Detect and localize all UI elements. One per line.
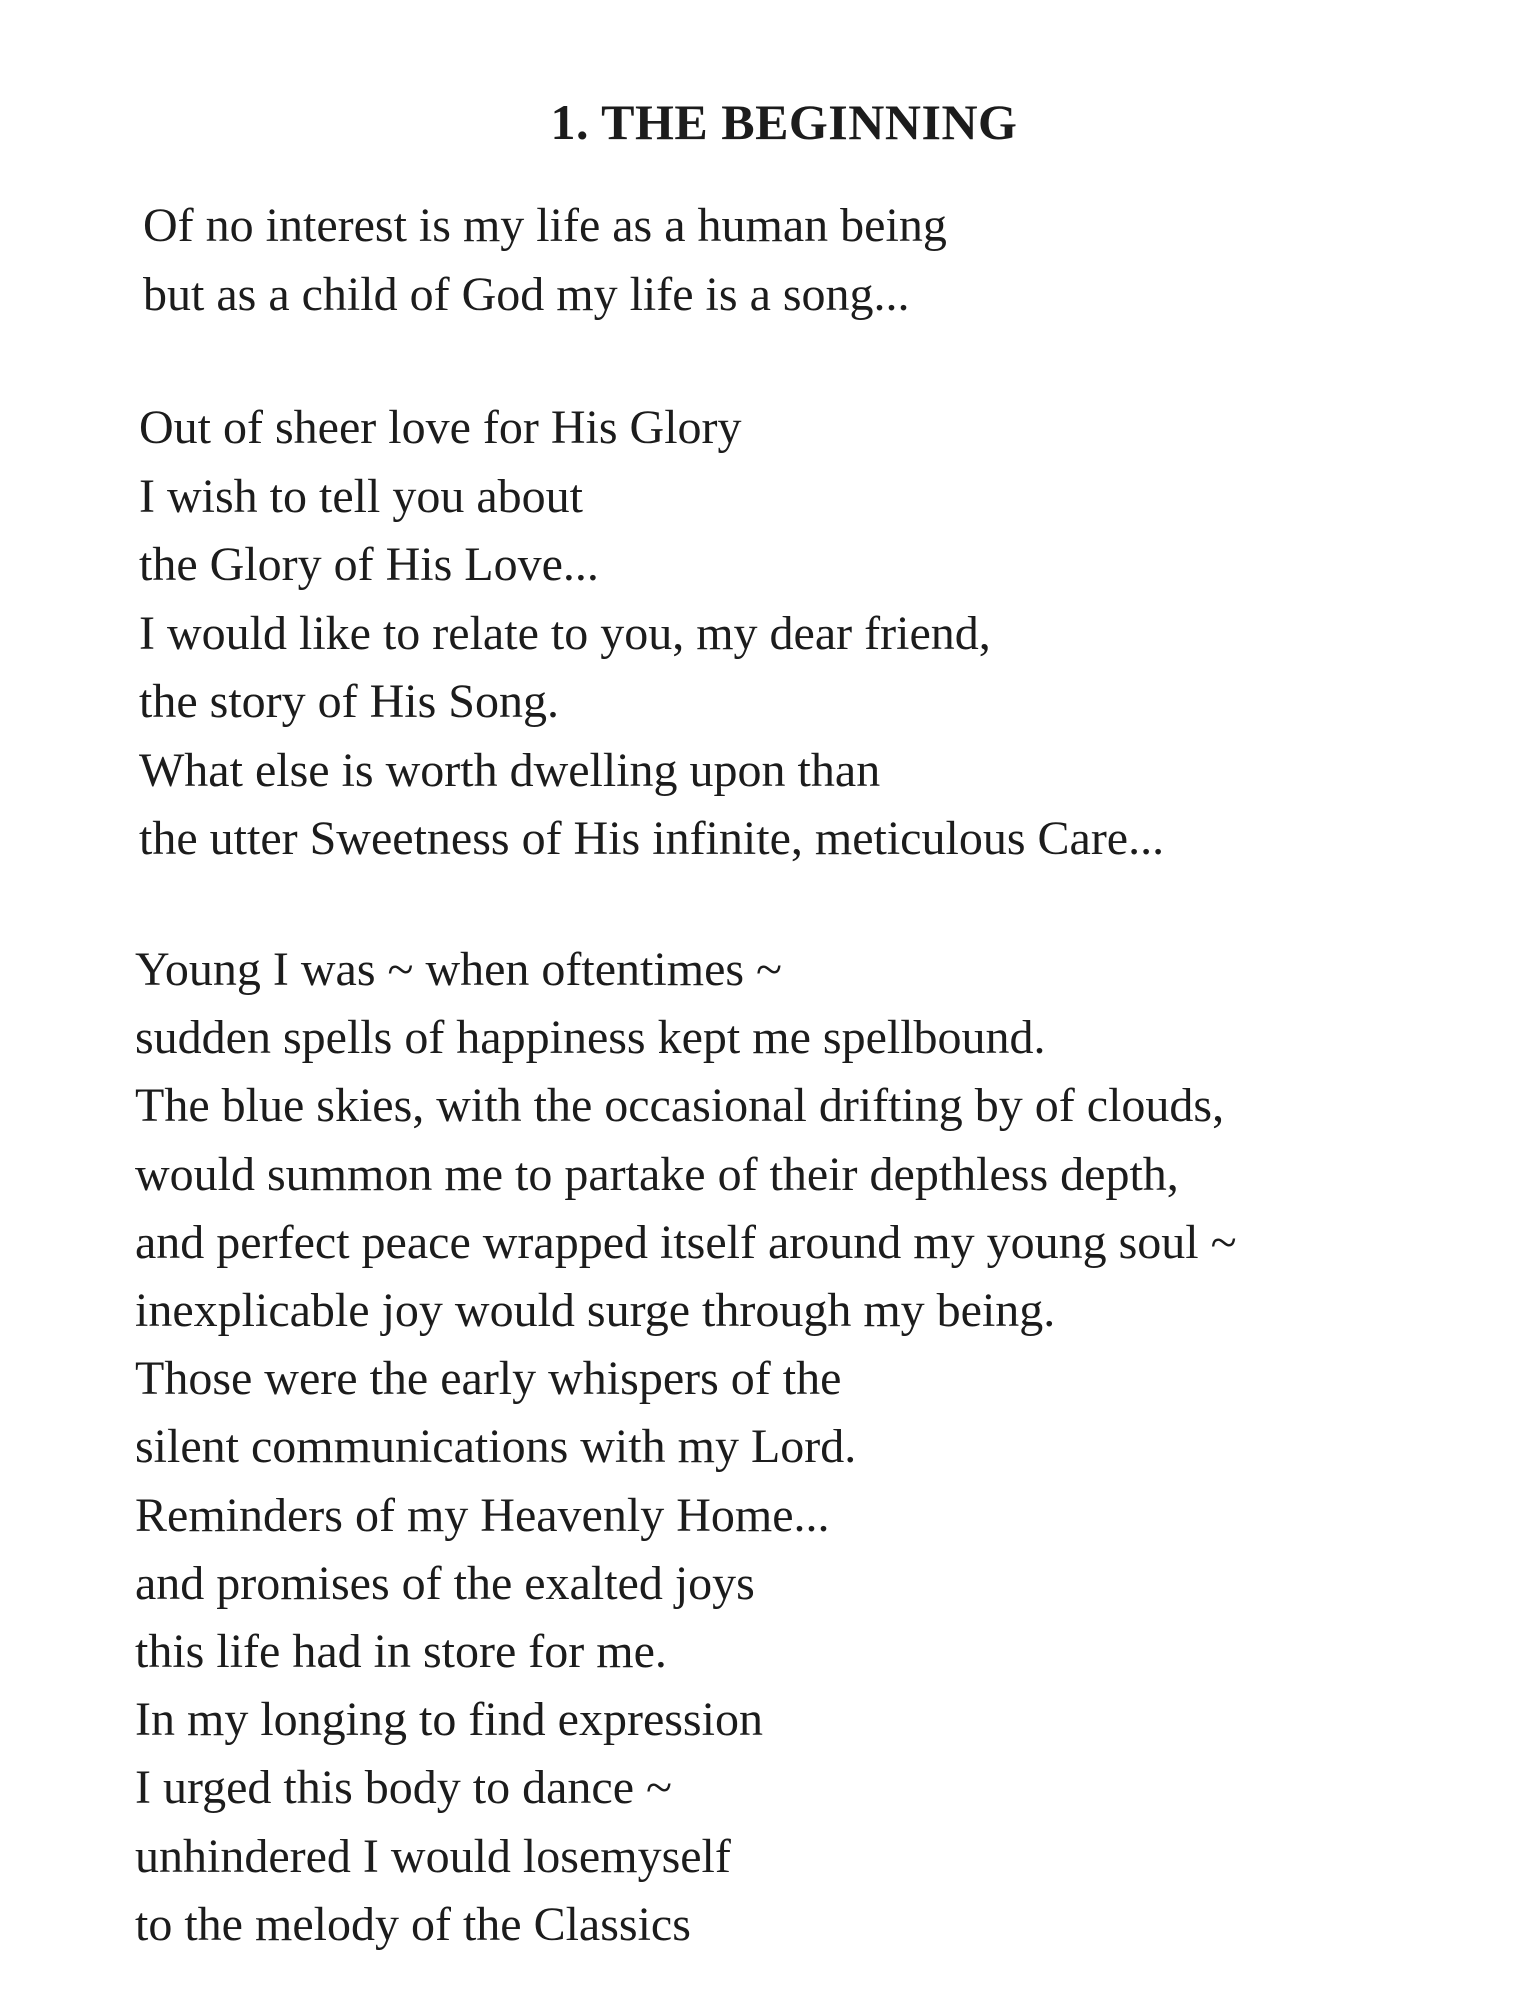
- verse-line: Reminders of my Heavenly Home...: [135, 1488, 830, 1542]
- verse-line: I wish to tell you about: [139, 469, 583, 523]
- verse-line: this life had in store for me.: [135, 1625, 667, 1679]
- verse-line: unhindered I would losemyself: [135, 1829, 731, 1883]
- verse-line: The blue skies, with the occasional drifting by of clouds,: [135, 1079, 1225, 1133]
- verse-line: Young I was ~ when oftentimes ~: [135, 943, 783, 996]
- verse-line: Those were the early whispers of the: [135, 1352, 842, 1406]
- stanza: [139, 394, 1164, 874]
- verse-line: Out of sheer love for His Glory: [139, 401, 742, 454]
- verse-line: I would like to relate to you, my dear friend,: [139, 606, 991, 660]
- verse-line: the story of His Song.: [139, 675, 559, 728]
- verse-line: would summon me to partake of their depthless depth,: [135, 1147, 1179, 1201]
- verse-line: I urged this body to dance ~: [135, 1761, 672, 1815]
- verse-line: In my longing to find expression: [135, 1693, 763, 1747]
- verse-line: the Glory of His Love...: [139, 538, 599, 591]
- verse-line: the utter Sweetness of His infinite, meticulous Care...: [139, 812, 1165, 865]
- verse-line: but as a child of God my life is a song...: [143, 267, 910, 321]
- verse-line: silent communications with my Lord.: [135, 1420, 857, 1474]
- verse-line: inexplicable joy would surge through my being.: [135, 1284, 1056, 1338]
- verse-line: Of no interest is my life as a human being: [143, 199, 947, 252]
- stanza: [143, 192, 947, 329]
- verse-line: and perfect peace wrapped itself around my young soul ~: [135, 1215, 1237, 1269]
- verse-line: What else is worth dwelling upon than: [139, 743, 881, 797]
- stanza: [135, 936, 1237, 1959]
- verse-line: and promises of the exalted joys: [135, 1556, 755, 1610]
- page-title: 1. THE BEGINNING: [550, 93, 1018, 150]
- verse-line: to the melody of the Classics: [135, 1897, 691, 1951]
- verse-line: sudden spells of happiness kept me spellbound.: [135, 1011, 1046, 1065]
